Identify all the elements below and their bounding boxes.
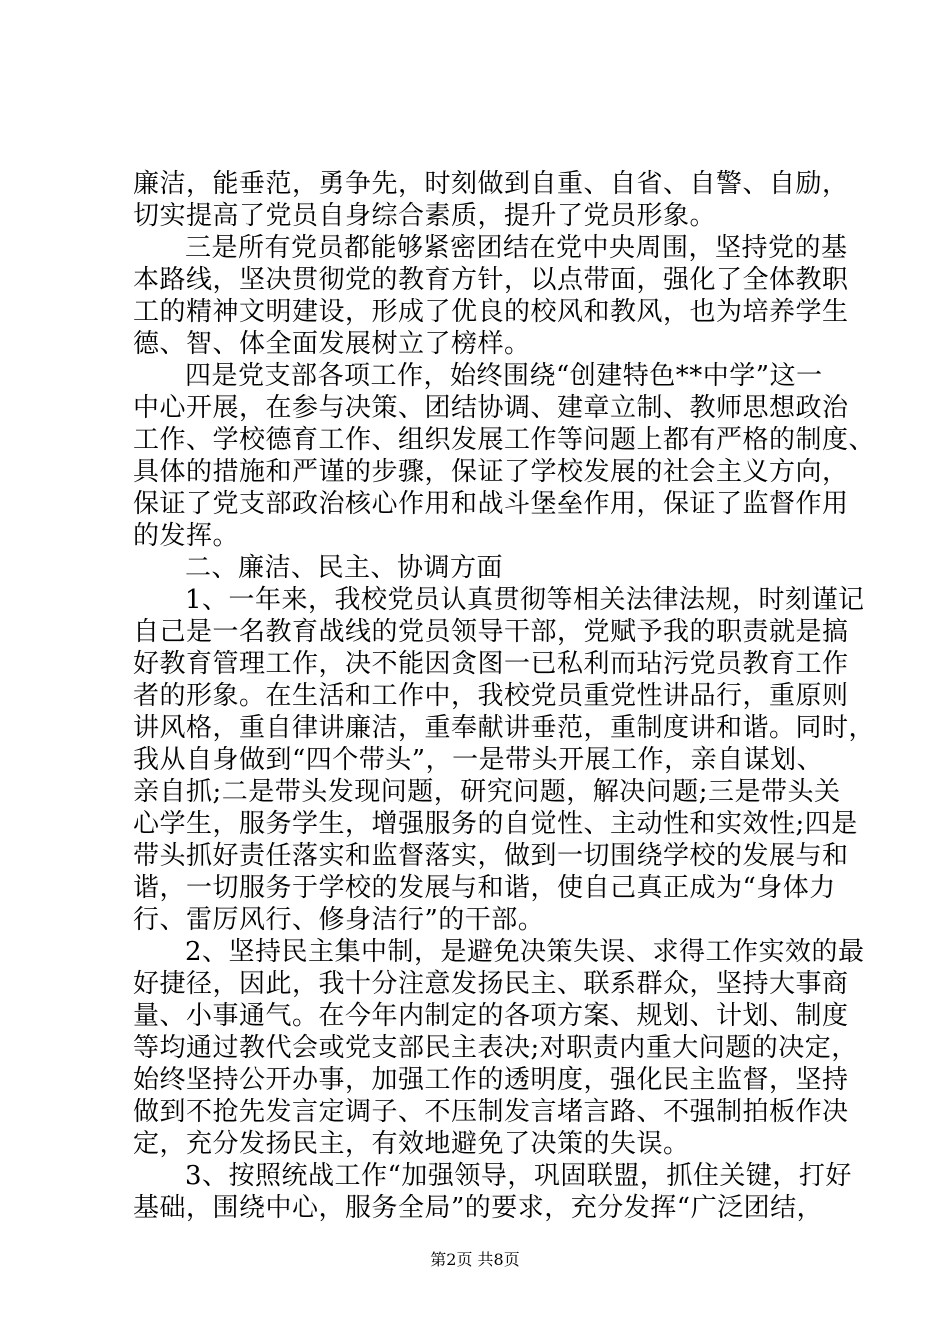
text-line: 我从自身做到“四个带头”，一是带头开展工作，亲自谋划、 [133, 745, 824, 775]
text-line: 中心开展，在参与决策、团结协调、建章立制、教师思想政治 [133, 393, 849, 423]
text-line: 带头抓好责任落实和监督落实，做到一切围绕学校的发展与和 [133, 841, 849, 871]
text-line: 切实提高了党员自身综合素质，提升了党员形象。 [133, 201, 717, 231]
text-line: 保证了党支部政治核心作用和战斗堡垒作用，保证了监督作用 [133, 489, 849, 519]
text-line: 者的形象。在生活和工作中，我校党员重党性讲品行，重原则 [133, 681, 849, 711]
section-heading: 二、廉洁、民主、协调方面 [185, 553, 504, 583]
text-line: 讲风格，重自律讲廉洁，重奉献讲垂范，重制度讲和谐。同时， [133, 713, 876, 743]
paragraph-start-line: 三是所有党员都能够紧密团结在党中央周围，坚持党的基 [185, 233, 848, 263]
text-line: 本路线，坚决贯彻党的教育方针，以点带面，强化了全体教职 [133, 265, 849, 295]
text-line: 廉洁，能垂范，勇争先，时刻做到自重、自省、自警、自励， [133, 169, 849, 199]
text-line: 工的精神文明建设，形成了优良的校风和教风，也为培养学生 [133, 297, 849, 327]
text-line: 量、小事通气。在今年内制定的各项方案、规划、计划、制度 [133, 1001, 849, 1031]
text-line: 谐，一切服务于学校的发展与和谐，使自己真正成为“身体力 [133, 873, 836, 903]
text-line: 基础，围绕中心，服务全局”的要求，充分发挥“广泛团结， [133, 1193, 824, 1223]
text-line: 好捷径，因此，我十分注意发扬民主、联系群众，坚持大事商 [133, 969, 849, 999]
paragraph-start-line: 1、一年来，我校党员认真贯彻等相关法律法规，时刻谨记 [185, 585, 865, 615]
text-line: 具体的措施和严谨的步骤，保证了学校发展的社会主义方向， [133, 457, 849, 487]
text-line: 定，充分发扬民主，有效地避免了决策的失误。 [133, 1129, 690, 1159]
text-line: 做到不抢先发言定调子、不压制发言堵言路、不强制拍板作决 [133, 1097, 849, 1127]
text-line: 始终坚持公开办事，加强工作的透明度，强化民主监督，坚持 [133, 1065, 849, 1095]
text-line: 亲自抓;二是带头发现问题，研究问题，解决问题;三是带头关 [133, 777, 841, 807]
text-line: 工作、学校德育工作、组织发展工作等问题上都有严格的制度、 [133, 425, 876, 455]
text-line: 心学生，服务学生，增强服务的自觉性、主动性和实效性;四是 [133, 809, 858, 839]
text-line: 好教育管理工作，决不能因贪图一已私利而玷污党员教育工作 [133, 649, 849, 679]
text-line: 的发挥。 [133, 521, 240, 551]
paragraph-start-line: 2、坚持民主集中制，是避免决策失误、求得工作实效的最 [185, 937, 865, 967]
document-body [133, 168, 876, 1224]
text-line: 自己是一名教育战线的党员领导干部，党赋予我的职责就是搞 [133, 617, 849, 647]
paragraph-start-line: 3、按照统战工作“加强领导，巩固联盟，抓住关键，打好 [185, 1161, 852, 1191]
text-line: 德、智、体全面发展树立了榜样。 [133, 329, 531, 359]
paragraph-start-line: 四是党支部各项工作，始终围绕“创建特色**中学”这一 [185, 361, 823, 391]
text-line: 行、雷厉风行、修身洁行”的干部。 [133, 905, 545, 935]
page-footer: 第2页 共8页 [430, 1250, 520, 1269]
text-line: 等均通过教代会或党支部民主表决;对职责内重大问题的决定， [133, 1033, 858, 1063]
